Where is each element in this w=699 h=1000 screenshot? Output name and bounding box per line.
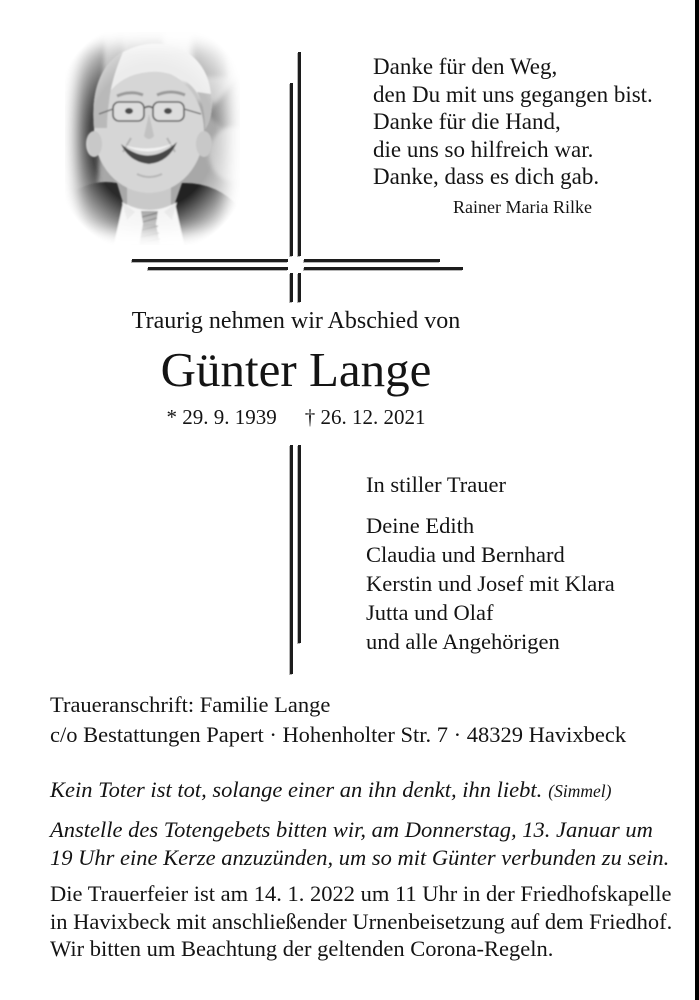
- announcement: [33, 307, 559, 429]
- candle-request: [50, 816, 669, 871]
- death-date: † 26. 12. 2021: [304, 405, 426, 429]
- life-dates: [33, 405, 559, 429]
- mourner-name: und alle Angehörigen: [366, 629, 560, 654]
- cross-vertical-line: [290, 445, 293, 674]
- mourner-name: Jutta und Olaf: [366, 600, 494, 625]
- poem-line: Danke für den Weg,: [373, 54, 558, 79]
- poem-line: Danke für die Hand,: [373, 109, 561, 134]
- candle-request-line: Anstelle des Totengebets bitten wir, am Donnerstag, 13. Januar um: [50, 817, 653, 842]
- clipping-edge: [695, 0, 699, 1000]
- poem-line: die uns so hilfreich war.: [373, 136, 594, 162]
- memorial-quote: [50, 776, 611, 805]
- farewell-intro: Traurig nehmen wir Abschied von: [131, 308, 461, 334]
- cross-vertical-line: [298, 52, 301, 256]
- poem: [373, 53, 653, 221]
- poem-attribution: Rainer Maria Rilke: [453, 196, 592, 217]
- mourner-name: Deine Edith: [366, 513, 475, 538]
- cross-horizontal-line: [304, 267, 463, 270]
- mourner-name: Kerstin und Josef mit Klara: [366, 571, 615, 596]
- mourner-name: Claudia und Bernhard: [366, 542, 565, 567]
- cross-horizontal-line: [132, 259, 288, 262]
- quote-text: Kein Toter ist tot, solange einer an ihn denkt, ihn liebt.: [50, 777, 543, 802]
- cross-vertical-line: [298, 445, 301, 643]
- funeral-info: [50, 880, 672, 963]
- mourners: [366, 470, 615, 656]
- cross-horizontal-line: [148, 267, 288, 270]
- cross-horizontal-line: [304, 259, 440, 262]
- funeral-info-line: Wir bitten um Beachtung der geltenden Corona-Regeln.: [50, 936, 554, 961]
- cross-vertical-line: [290, 273, 293, 302]
- address-line: c/o Bestattungen Papert · Hohenholter Str. 7 · 48329 Havixbeck: [50, 722, 627, 747]
- mourning-heading: In stiller Trauer: [366, 472, 506, 497]
- poem-line: Danke, dass es dich gab.: [373, 164, 600, 189]
- birth-date: * 29. 9. 1939: [166, 405, 277, 429]
- quote-source: (Simmel): [548, 781, 612, 801]
- candle-request-line: 19 Uhr eine Kerze anzuzünden, um so mit Günter verbunden zu sein.: [50, 844, 670, 870]
- address-line: Traueranschrift: Familie Lange: [50, 692, 331, 717]
- cross-vertical-line: [298, 273, 301, 302]
- deceased-name: Günter Lange: [160, 342, 432, 397]
- portrait-photo: [65, 32, 240, 245]
- poem-line: den Du mit uns gegangen bist.: [373, 81, 653, 107]
- mourning-address: [50, 690, 626, 750]
- funeral-info-line: Die Trauerfeier ist am 14. 1. 2022 um 11 Uhr in der Friedhofskapelle: [50, 881, 672, 906]
- funeral-info-line: in Havixbeck mit anschließender Urnenbeisetzung auf dem Friedhof.: [50, 908, 673, 934]
- cross-vertical-line: [290, 83, 293, 256]
- photo-vignette: [65, 32, 240, 245]
